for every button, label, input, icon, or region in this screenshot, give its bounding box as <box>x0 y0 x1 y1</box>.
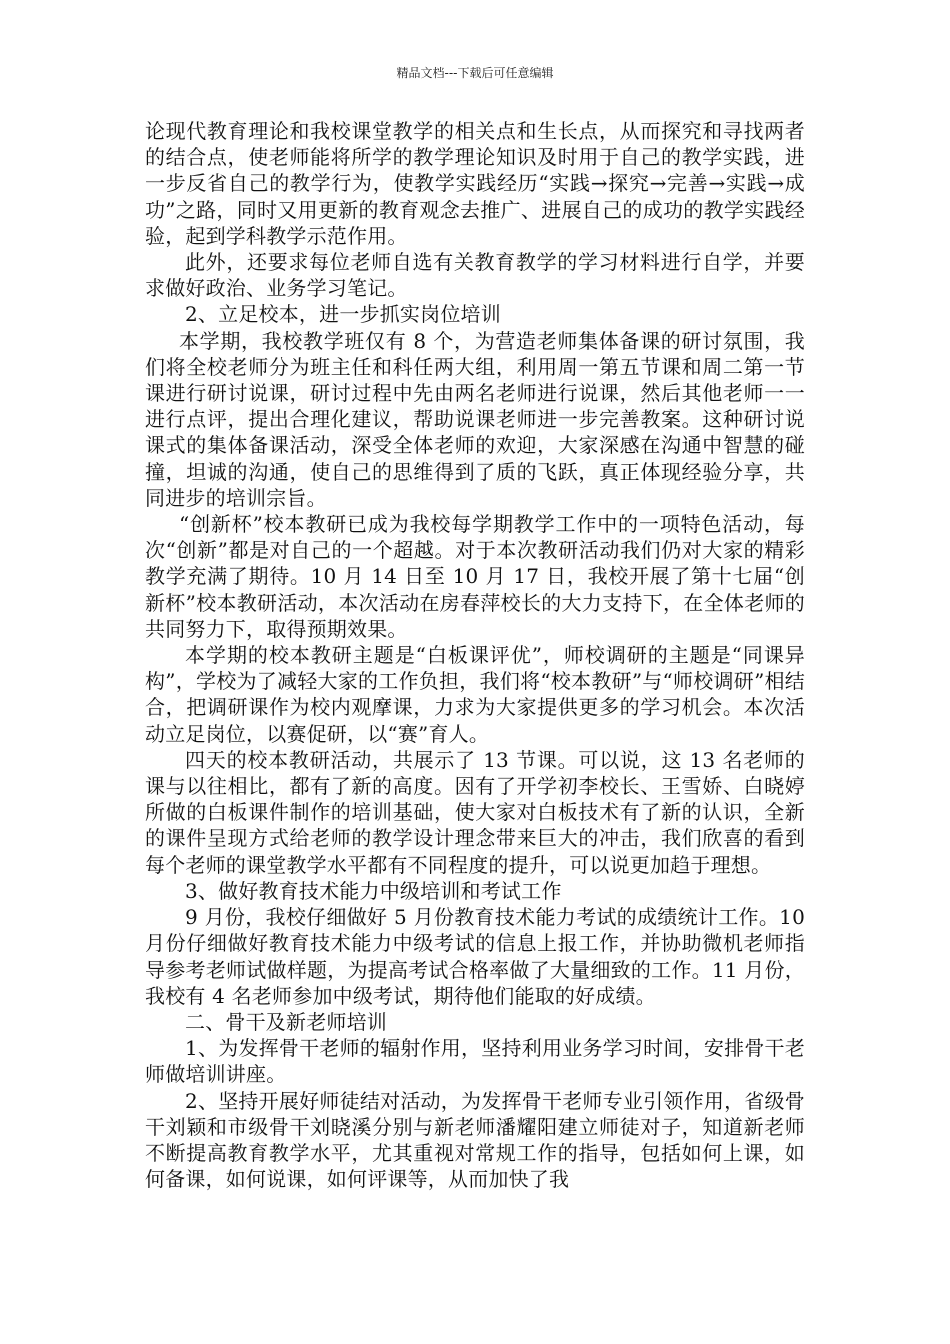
paragraph-research-theme: 本学期的校本教研主题是“白板课评优”，师校调研的主题是“同课异构”，学校为了减轻大家的工作负担，我们将“校本教研”与“师校调研”相结合，把调研课作为校内观摩课，力求为大家提供更多的学习机会。本次活动立足岗位，以赛促研，以“赛”育人。 <box>145 643 805 746</box>
paragraph-mentorship: 2、坚持开展好师徒结对活动，为发挥骨干老师专业引领作用，省级骨干刘颖和市级骨干刘晓溪分别与新老师潘耀阳建立师徒对子，知道新老师不断提高教育教学水平，尤其重视对常规工作的指导，包括如何上课，如何备课，如何说课，如何评课等，从而加快了我 <box>145 1088 805 1192</box>
paragraph-continuation: 论现代教育理论和我校课堂教学的相关点和生长点，从而探究和寻找两者的结合点，使老师能将所学的教学理论知识及时用于自己的教学实践，进一步反省自己的教学行为，使教学实践经历“实践→探究→完善→实践→成功”之路，同时又用更新的教育观念去推广、进展自己的成功的教学实践经验，起到学科教学示范作用。 <box>145 119 805 248</box>
section-heading-tech-ability: 3、做好教育技术能力中级培训和考试工作 <box>185 878 562 903</box>
paragraph-four-day-activity: 四天的校本教研活动，共展示了 13 节课。可以说，这 13 名老师的课与以往相比，都有了新的高度。因有了开学初李校长、王雪娇、白晓婷所做的白板课件制作的培训基础，使大家对白板技术有了新的认识，全新的课件呈现方式给老师的教学设计理念带来巨大的冲击，我们欣喜的看到每个老师的课堂教学水平都有不同程度的提升，可以说更加趋于理想。 <box>145 747 805 877</box>
section-heading-school-based-training: 2、立足校本，进一步抓实岗位培训 <box>185 302 501 327</box>
paragraph-backbone-lectures: 1、为发挥骨干老师的辐射作用，坚持利用业务学习时间，安排骨干老师做培训讲座。 <box>145 1036 805 1087</box>
running-header: 精品文档---下载后可任意编辑 <box>396 66 554 80</box>
paragraph-innovation-cup: “创新杯”校本教研已成为我校每学期教学工作中的一项特色活动，每次“创新”都是对自己的一个超越。对于本次教研活动我们仍对大家的精彩教学充满了期待。10 月 14 日至 10 月 17 日，我校开展了第十七届“创新杯”校本教研活动，本次活动在房春萍校长的大力支持下，在全体老师的共同努力下，取得预期效果。 <box>145 512 805 641</box>
paragraph-self-study: 此外，还要求每位老师自选有关教育教学的学习材料进行自学，并要求做好政治、业务学习笔记。 <box>145 250 805 301</box>
paragraph-tech-exam: 9 月份，我校仔细做好 5 月份教育技术能力考试的成绩统计工作。10 月份仔细做好教育技术能力中级考试的信息上报工作，并协助微机老师指导参考老师试做样题，为提高考试合格率做了大量细致的工作。11 月份，我校有 4 名老师参加中级考试，期待他们能取的好成绩。 <box>145 905 805 1008</box>
paragraph-collective-lesson-prep: 本学期，我校教学班仅有 8 个，为营造老师集体备课的研讨氛围，我们将全校老师分为班主任和科任两大组，利用周一第五节课和周二第一节课进行研讨说课，研讨过程中先由两名老师进行说课，然后其他老师一一进行点评，提出合理化建议，帮助说课老师进一步完善教案。这种研讨说课式的集体备课活动，深受全体老师的欢迎，大家深感在沟通中智慧的碰撞，坦诚的沟通，使自己的思维得到了质的飞跃，真正体现经验分享，共同进步的培训宗旨。 <box>145 328 805 510</box>
section-heading-backbone-new-teachers: 二、骨干及新老师培训 <box>185 1009 387 1034</box>
document-body <box>145 118 805 1192</box>
